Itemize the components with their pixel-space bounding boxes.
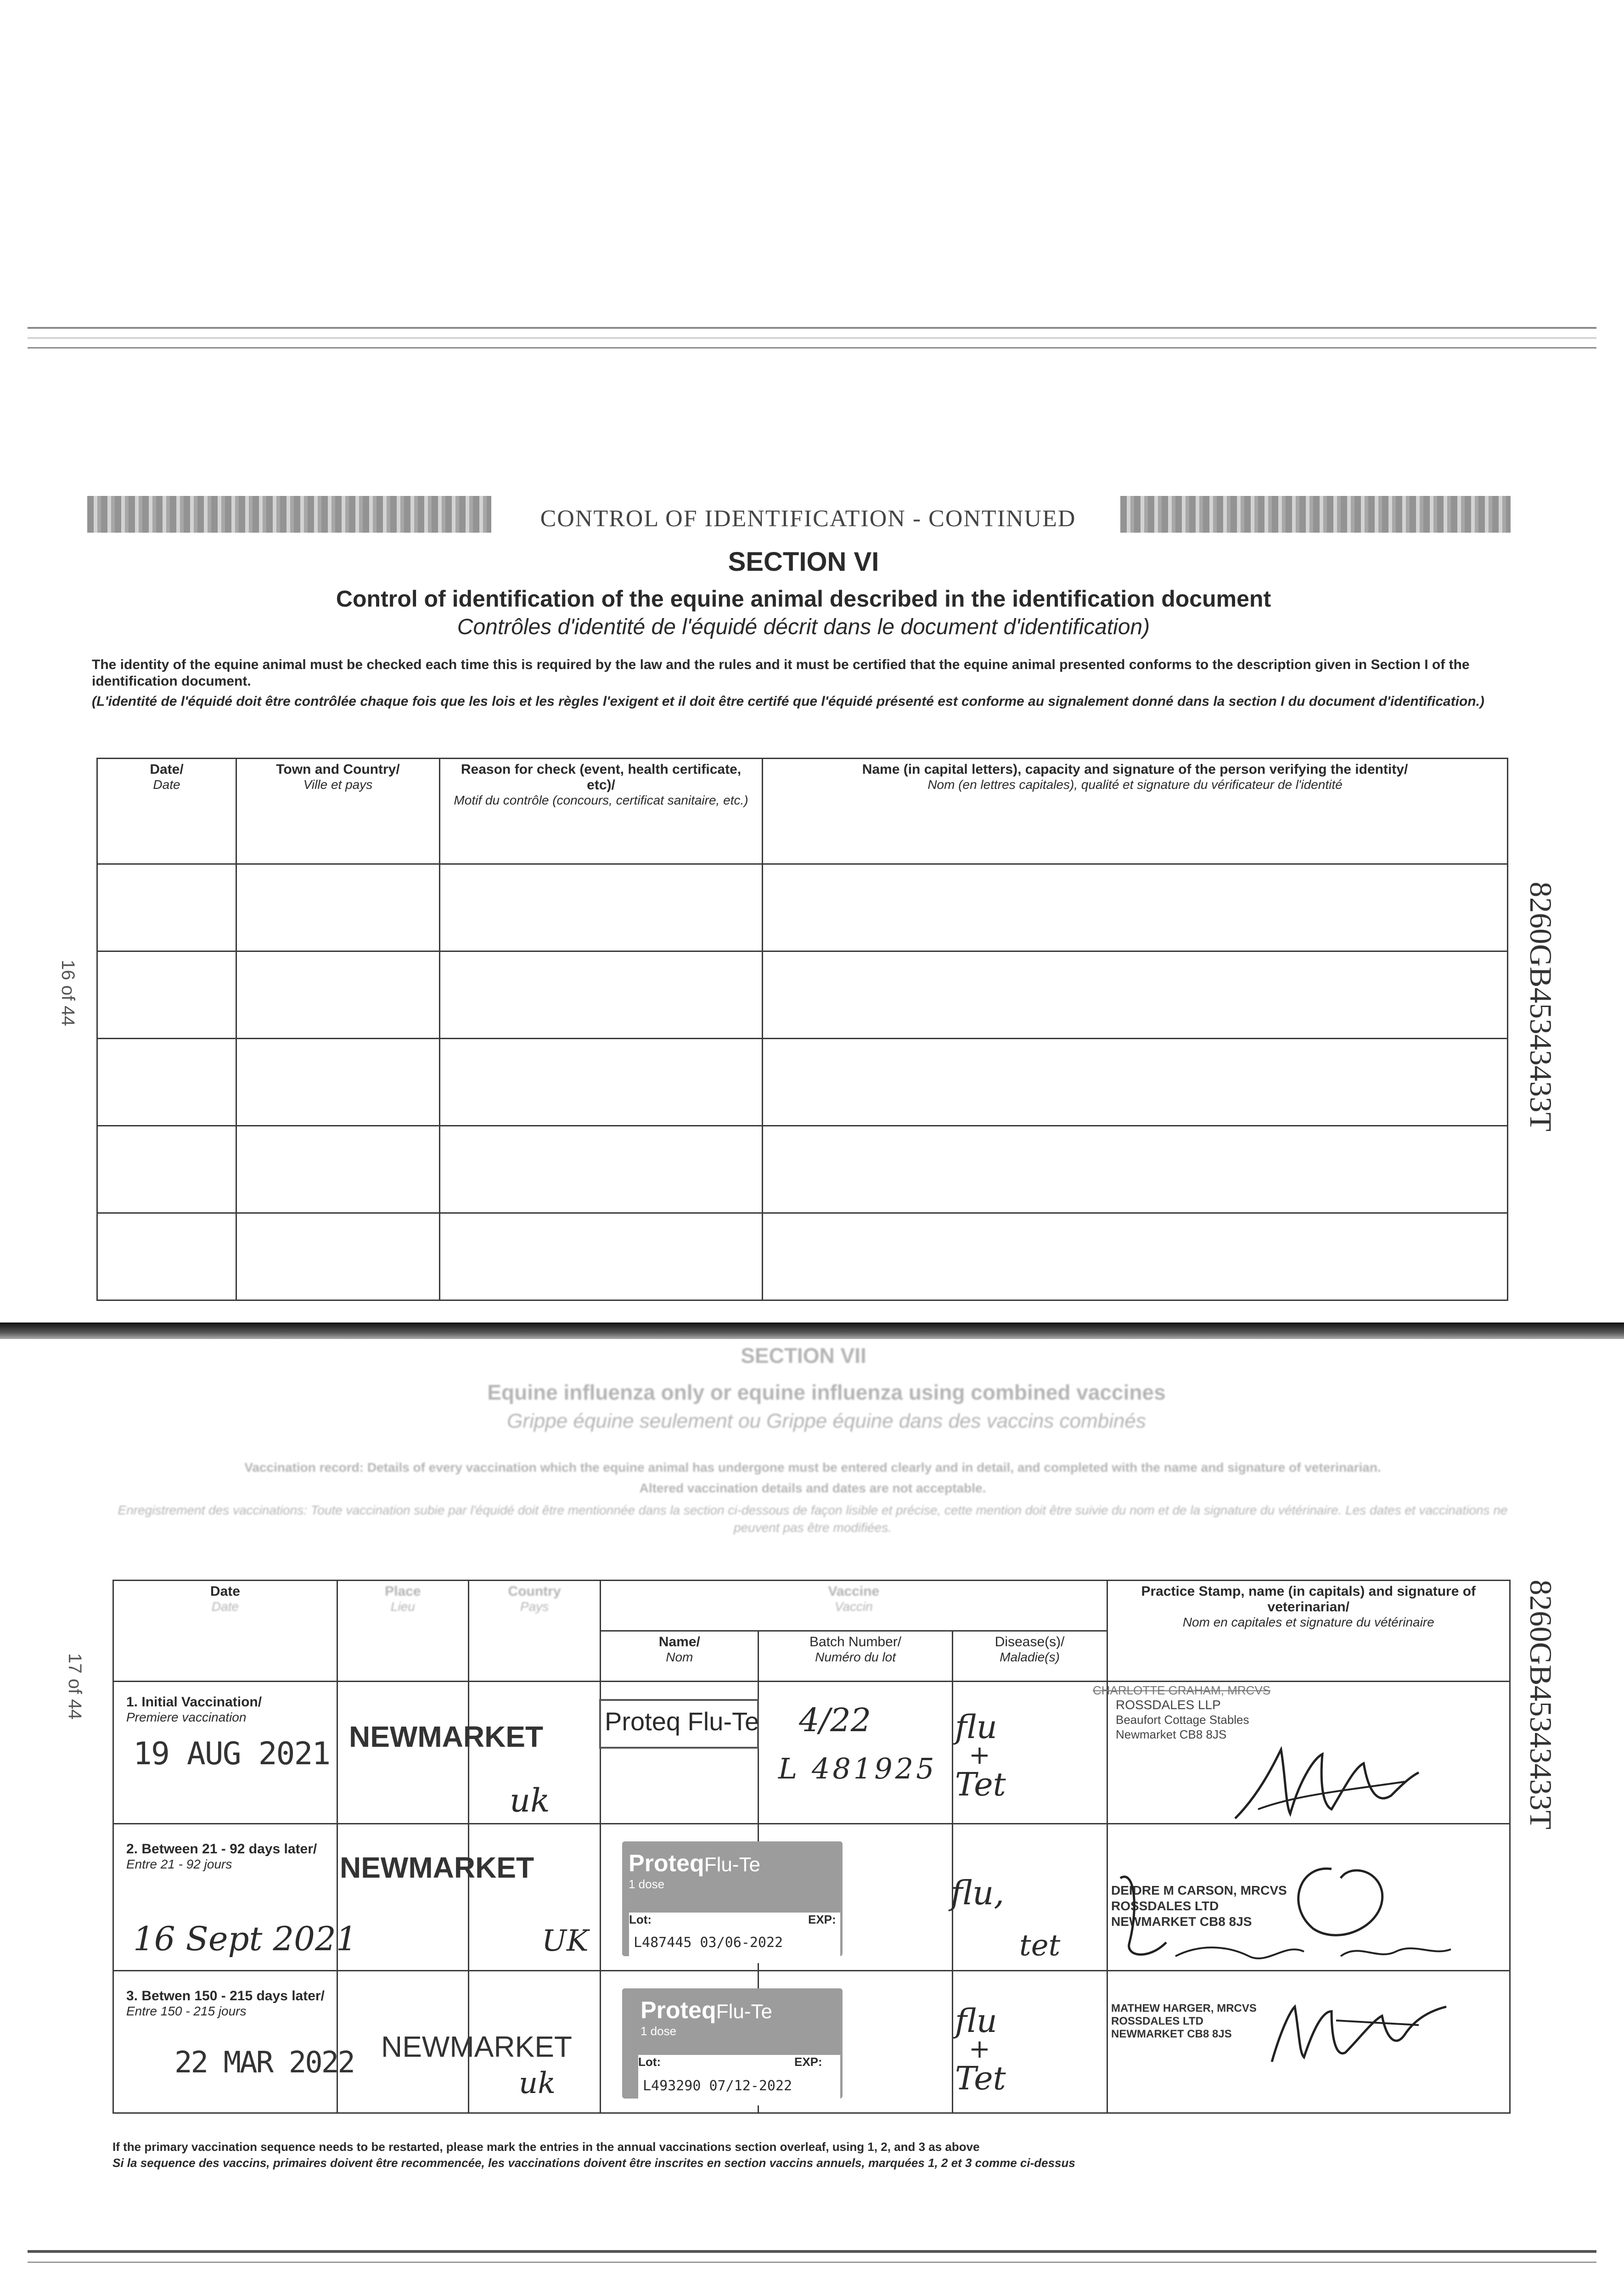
section-heading: SECTION VI (728, 547, 879, 577)
row1-vet-address2: Newmarket CB8 8JS (1116, 1728, 1227, 1741)
section-title-fr: Contrôles d'identité de l'équidé décrit dans le document d'identification) (457, 615, 1150, 639)
vhead-name-fr: Nom (666, 1650, 693, 1664)
vhead-vaccine (601, 1581, 1107, 1631)
header-reason-en: Reason for check (event, health certificate, etc)/ (461, 762, 742, 793)
vhead-name-en: Name/ (658, 1634, 700, 1649)
row3-vet-stamp (1111, 2002, 1257, 2041)
row3-lot-panel (638, 2055, 840, 2105)
row2-label-fr: Entre 21 - 92 jours (126, 1857, 232, 1871)
row2-vaccine-dose: 1 dose (629, 1877, 665, 1891)
vhead-batch-en: Batch Number/ (809, 1634, 902, 1649)
table-row (97, 1126, 1508, 1213)
section7-title-fr: Grippe équine seulement ou Grippe équine dans des vaccins combinés (507, 1410, 1146, 1432)
row2-place-stamp: NEWMARKET (340, 1851, 534, 1884)
row3-vet-practice: ROSSDALES LTD (1111, 2015, 1203, 2027)
identification-check-table (96, 758, 1508, 1301)
row3-label-en: 3. Betwen 150 - 215 days later/ (126, 1988, 325, 2003)
banner-title: CONTROL OF IDENTIFICATION - CONTINUED (540, 506, 1076, 532)
row3-lot-value: L493290 07/12-2022 (643, 2078, 792, 2094)
vhead-disease-fr: Maladie(s) (1000, 1650, 1060, 1664)
header-name-fr: Nom (en lettres capitales), qualité et signature du vérificateur de l'identité (927, 777, 1343, 792)
header-name (763, 759, 1508, 864)
row2-lot-label: Lot: (629, 1913, 652, 1926)
row1-vaccine-label (599, 1699, 759, 1749)
vhead-country (468, 1581, 600, 1682)
row2-exp-label: EXP: (808, 1913, 836, 1926)
vhead-place-fr: Lieu (390, 1599, 415, 1614)
row3-vet-signature (1267, 1993, 1451, 2076)
section7-heading: SECTION VII (741, 1344, 866, 1367)
row3-disease-1: flu (955, 2002, 997, 2040)
row3-vaccine-sub: Flu-Te (716, 2000, 772, 2023)
vhead-name (601, 1631, 759, 1682)
row2-label (126, 1841, 319, 1872)
row1-disease-2: + (969, 1740, 990, 1770)
scan-line (28, 2250, 1596, 2253)
row2-date: 16 Sept 2021 (133, 1919, 357, 1958)
vhead-vaccine-en: Vaccine (828, 1584, 880, 1599)
scan-line (28, 327, 1596, 329)
vhead-date-fr: Date (211, 1599, 239, 1614)
row2-disease-1: flu, (950, 1874, 1005, 1912)
row3-lot-label: Lot: (638, 2055, 661, 2069)
table-row (97, 864, 1508, 951)
section-title-en: Control of identification of the equine animal described in the identification document (336, 586, 1271, 612)
row3-vet-address: NEWMARKET CB8 8JS (1111, 2028, 1232, 2040)
row1-place-stamp: NEWMARKET (349, 1720, 544, 1753)
table-row (97, 1039, 1508, 1126)
row1-vet-name: CHARLOTTE GRAHAM, MRCVS (1093, 1683, 1271, 1697)
row3-date-stamp: 22 MAR 2022 (174, 2046, 354, 2080)
footer-fr: Si la sequence des vaccins, primaires doivent être recommencée, les vaccinations doivent être inscrites en section vaccins annuels, marquées 1, 2 et 3 comme ci-dessus (112, 2156, 1075, 2170)
header-town-en: Town and Country/ (276, 762, 400, 777)
row2-lot-panel (629, 1913, 840, 1963)
row3-disease-3: Tet (955, 2060, 1006, 2097)
vhead-country-en: Country (508, 1584, 561, 1599)
section7-intro-fr: Enregistrement des vaccinations: Toute vaccination subie par l'équidé doit être mentionnée dans la section ci-dessous de façon lisible et précise, cette mention doit être suivie du nom et de la signature du vétérinaire. Les dates et vaccinations ne peuvent pas être modifiées. (118, 1503, 1508, 1535)
row1-vaccine-name: Proteq Flu-Te (605, 1707, 759, 1736)
vhead-vet-fr: Nom en capitales et signature du vétérinaire (1182, 1615, 1434, 1629)
row1-batch-expiry: 4/22 (799, 1701, 871, 1739)
side-id-upper: 8260GB45343433T (1523, 882, 1558, 1131)
vhead-country-fr: Pays (520, 1599, 549, 1614)
row3-label-fr: Entre 150 - 215 jours (126, 2004, 247, 2018)
table-row (97, 1213, 1508, 1300)
vhead-vet-en: Practice Stamp, name (in capitals) and signature of veterinarian/ (1141, 1584, 1476, 1615)
scan-line (28, 2262, 1596, 2263)
row1-label-fr: Premiere vaccination (126, 1710, 247, 1724)
page-number-upper: 16 of 44 (58, 960, 78, 1026)
intro-en: The identity of the equine animal must be checked each time this is required by the law and the rules and it must be certified that the equine animal presented conforms to the description given in Section I of the identification document. (92, 657, 1470, 689)
row3-label (126, 1988, 337, 2019)
header-town (236, 759, 440, 864)
row1-batch-number: L 481925 (778, 1752, 937, 1785)
header-town-fr: Ville et pays (303, 777, 373, 792)
row2-label-en: 2. Between 21 - 92 days later/ (126, 1841, 317, 1857)
page-fold-band (0, 1322, 1624, 1339)
page-number-lower: 17 of 44 (65, 1653, 85, 1720)
row2-vet-address: NEWMARKET CB8 8JS (1111, 1914, 1252, 1929)
row2-disease-2: tet (1019, 1929, 1061, 1963)
vhead-disease (952, 1631, 1107, 1682)
vhead-vet (1107, 1581, 1510, 1682)
row1-label (126, 1694, 333, 1725)
row1-vet-address1: Beaufort Cottage Stables (1116, 1713, 1249, 1727)
row1-country: uk (510, 1782, 550, 1819)
header-date (97, 759, 236, 864)
row3-exp-label: EXP: (794, 2055, 822, 2069)
vhead-date (113, 1581, 337, 1682)
vhead-place-en: Place (385, 1584, 421, 1599)
header-date-fr: Date (153, 777, 180, 792)
header-reason-fr: Motif du contrôle (concours, certificat sanitaire, etc.) (454, 793, 748, 807)
header-name-en: Name (in capital letters), capacity and signature of the person verifying the identity/ (862, 762, 1408, 777)
row1-label-en: 1. Initial Vaccination/ (126, 1694, 262, 1710)
vhead-batch-fr: Numéro du lot (815, 1650, 896, 1664)
row2-country: UK (542, 1924, 589, 1958)
row3-disease-2: + (969, 2034, 990, 2064)
header-strip-right (1120, 496, 1511, 533)
vhead-place (337, 1581, 468, 1682)
row1-vet-signature (1231, 1740, 1423, 1823)
header-strip-left (87, 496, 491, 533)
row2-vet-practice: ROSSDALES LTD (1111, 1899, 1219, 1913)
section7-intro-en2: Altered vaccination details and dates are not acceptable. (639, 1481, 986, 1495)
header-date-en: Date/ (150, 762, 184, 777)
vhead-date-en: Date (210, 1584, 240, 1599)
row1-vet-practice: ROSSDALES LLP (1116, 1698, 1221, 1712)
row3-vet-name: MATHEW HARGER, MRCVS (1111, 2002, 1257, 2015)
section7-intro-en: Vaccination record: Details of every vaccination which the equine animal has undergone must be entered clearly and in detail, and completed with the name and signature of veterinarian. (244, 1460, 1381, 1474)
row1-vet-stamp (1093, 1683, 1270, 1742)
header-reason (440, 759, 763, 864)
vhead-disease-en: Disease(s)/ (995, 1634, 1065, 1649)
row1-date-stamp: 19 AUG 2021 (133, 1736, 330, 1772)
row3-vaccine-dose: 1 dose (641, 2024, 677, 2038)
scan-line (28, 347, 1596, 349)
section7-title-en: Equine influenza only or equine influenza using combined vaccines (487, 1380, 1166, 1404)
table-row (97, 951, 1508, 1039)
side-id-lower: 8260GB45343433T (1523, 1580, 1558, 1829)
row2-vet-name: DEIDRE M CARSON, MRCVS (1111, 1883, 1287, 1897)
row2-lot-value: L487445 03/06-2022 (634, 1935, 783, 1951)
row1-disease-3: Tet (955, 1766, 1006, 1803)
vhead-batch (759, 1631, 952, 1682)
row3-vaccine-name: Proteq (641, 1997, 716, 2024)
row2-vaccine-name: Proteq (629, 1850, 704, 1877)
row3-place-stamp: NEWMARKET (381, 2030, 572, 2063)
intro-fr: (L'identité de l'équidé doit être contrôlée chaque fois que les lois et les règles l'exigent et il doit être certifé que l'équidé présenté est conforme au signalement donné dans la section I du document d'identification.) (92, 694, 1484, 709)
row2-vaccine-sub: Flu-Te (704, 1853, 760, 1876)
row1-disease-1: flu (955, 1708, 997, 1746)
row2-vet-signature (1102, 1851, 1460, 1970)
footer-en: If the primary vaccination sequence needs to be restarted, please mark the entries in the annual vaccinations section overleaf, using 1, 2, and 3 as above (112, 2140, 980, 2154)
row3-country: uk (519, 2066, 556, 2100)
vhead-vaccine-fr: Vaccin (834, 1599, 873, 1614)
